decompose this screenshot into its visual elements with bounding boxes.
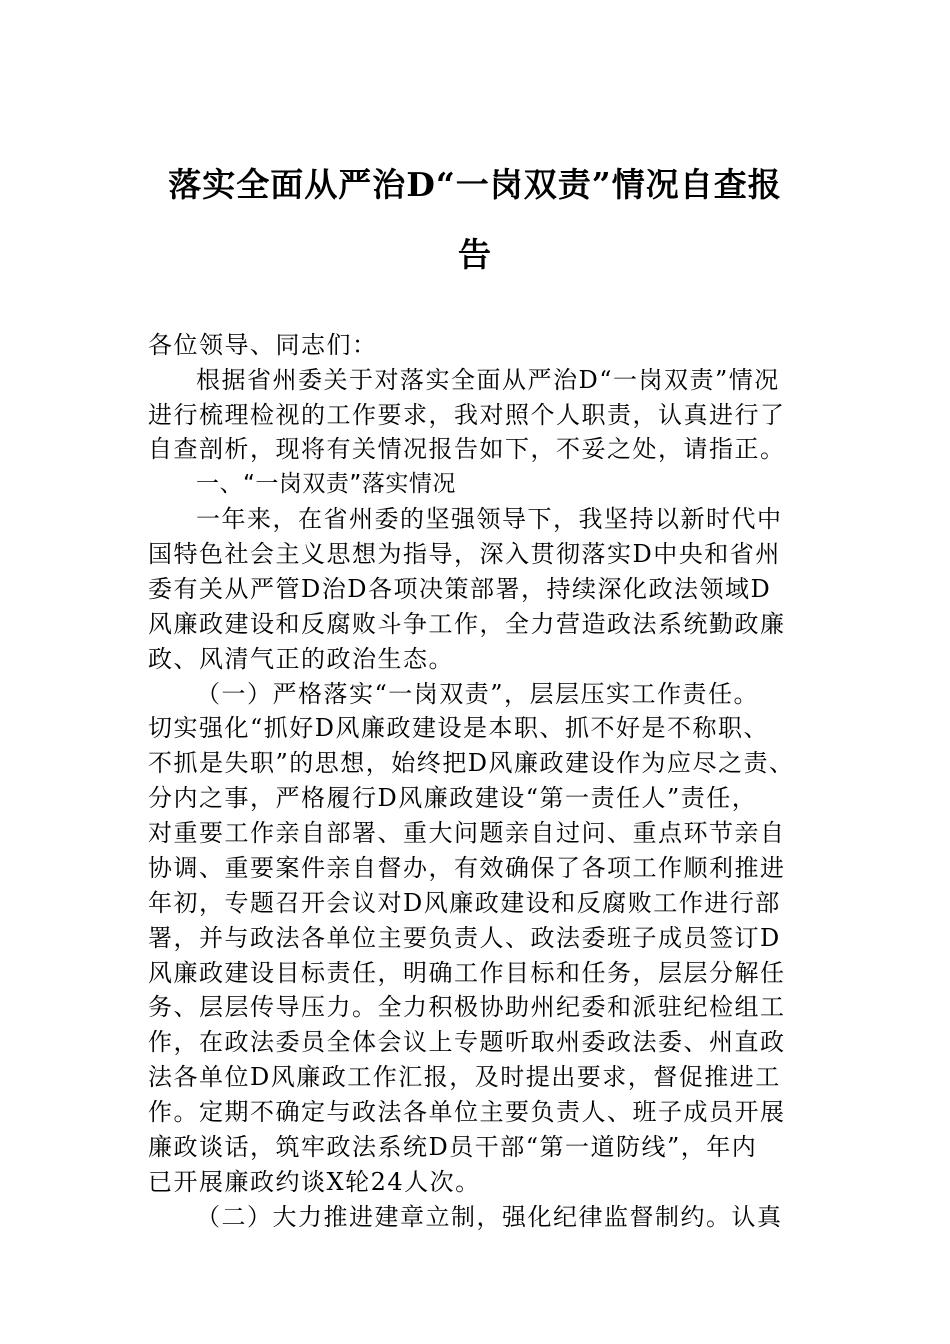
subsection-heading: （一）严格落实“一岗双责”，层层压实工作责任。 [196, 680, 760, 708]
paragraph-line: 对重要工作亲自部署、重大问题亲自过问、重点环节亲自 [148, 819, 786, 847]
paragraph-line: 年初，专题召开会议对D风廉政建设和反腐败工作进行部 [148, 889, 781, 917]
paragraph-line: 法各单位D风廉政工作汇报，及时提出要求，督促推进工 [148, 1063, 781, 1091]
paragraph-line: 不抓是失职”的思想，始终把D风廉政建设作为应尽之责、 [148, 749, 795, 777]
salutation: 各位领导、同志们： [148, 331, 378, 359]
paragraph-line: 已开展廉政约谈X轮24人次。 [148, 1168, 481, 1196]
paragraph-line: 分内之事，严格履行D风廉政建设“第一责任人”责任， [148, 784, 758, 812]
paragraph-line: 风廉政建设目标责任，明确工作目标和任务，层层分解任 [148, 959, 786, 987]
paragraph-line: 作。定期不确定与政法各单位主要负责人、班子成员开展 [148, 1098, 786, 1126]
paragraph-line: 廉政谈话，筑牢政法系统D员干部“第一道防线”，年内 [148, 1133, 758, 1161]
paragraph-line: 委有关从严管D治D各项决策部署，持续深化政法领域D [148, 575, 772, 603]
document-title-line-2: 告 [458, 235, 492, 274]
paragraph-line: 署，并与政法各单位主要负责人、政法委班子成员签订D [148, 924, 781, 952]
paragraph-line: 协调、重要案件亲自督办，有效确保了各项工作顺利推进 [148, 854, 786, 882]
paragraph-line: 进行梳理检视的工作要求，我对照个人职责，认真进行了 [148, 401, 786, 429]
paragraph-line: 国特色社会主义思想为指导，深入贯彻落实D中央和省州 [148, 540, 781, 568]
section-heading: 一、“一岗双责”落实情况 [196, 471, 456, 497]
subsection-heading: （二）大力推进建章立制，强化纪律监督制约。认真 [196, 1203, 783, 1231]
paragraph-line: 根据省州委关于对落实全面从严治D“一岗双责”情况 [196, 366, 780, 394]
paragraph-line: 风廉政建设和反腐败斗争工作，全力营造政法系统勤政廉 [148, 610, 786, 638]
paragraph-line: 政、风清气正的政治生态。 [148, 645, 454, 673]
paragraph-line: 自查剖析，现将有关情况报告如下，不妥之处，请指正。 [148, 435, 786, 463]
document-title-line-1: 落实全面从严治D“一岗双责”情况自查报 [168, 165, 782, 204]
paragraph-line: 务、层层传导压力。全力积极协助州纪委和派驻纪检组工 [148, 993, 786, 1021]
paragraph-line: 切实强化“抓好D风廉政建设是本职、抓不好是不称职、 [148, 714, 770, 742]
paragraph-line: 作，在政法委员全体会议上专题听取州委政法委、州直政 [148, 1028, 786, 1056]
paragraph-line: 一年来，在省州委的坚强领导下，我坚持以新时代中 [196, 505, 783, 533]
